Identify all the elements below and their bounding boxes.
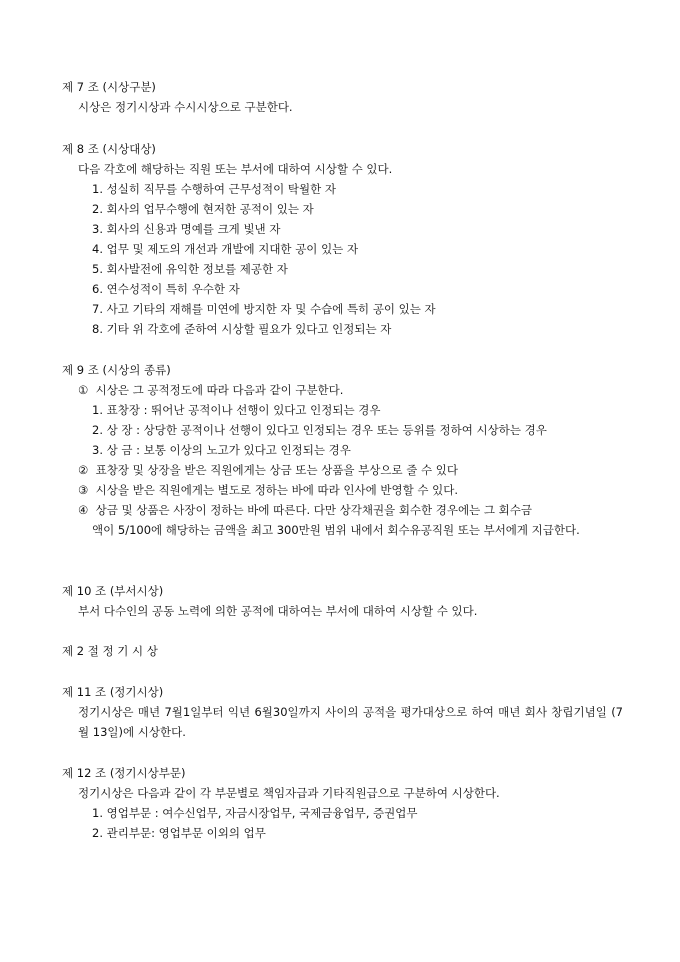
article-7-heading: 제 7 조 (시상구분): [62, 80, 156, 94]
article-8-item-4: 4. 업무 및 제도의 개선과 개발에 지대한 공이 있는 자: [92, 242, 359, 256]
article-9-paragraph-4: [78, 502, 532, 518]
article-9-paragraph-1: [78, 382, 343, 398]
article-9-paragraph-2: [78, 462, 458, 478]
article-9-sub-1: 1. 표창장 : 뛰어난 공적이나 선행이 있다고 인정되는 경우: [92, 403, 381, 417]
article-8-heading: 제 8 조 (시상대상): [62, 142, 156, 156]
article-8-item-1: 1. 성실히 직무를 수행하여 근무성적이 탁월한 자: [92, 182, 336, 196]
paragraph-text: 시상을 받은 직원에게는 별도로 정하는 바에 따라 인사에 반영할 수 있다.: [95, 483, 459, 497]
article-12-item-1: 1. 영업부문 : 여수신업무, 자금시장업무, 국제금융업무, 증권업무: [92, 806, 418, 820]
article-8-item-5: 5. 회사발전에 유익한 정보를 제공한 자: [92, 262, 288, 276]
section-2-heading: 제 2 절 정 기 시 상: [62, 644, 158, 658]
paragraph-marker: ③: [78, 483, 89, 497]
article-8-item-3: 3. 회사의 신용과 명예를 크게 빛낸 자: [92, 222, 281, 236]
paragraph-marker: ④: [78, 503, 89, 517]
article-10-heading: 제 10 조 (부서시상): [62, 584, 164, 598]
article-9-heading: 제 9 조 (시상의 종류): [62, 363, 171, 377]
article-8-item-6: 6. 연수성적이 특히 우수한 자: [92, 282, 240, 296]
paragraph-text: 상금 및 상품은 사장이 정하는 바에 따른다. 다만 상각채권을 회수한 경우에는 그 회수금: [95, 503, 532, 517]
article-9-sub-3: 3. 상 금 : 보통 이상의 노고가 있다고 인정되는 경우: [92, 443, 351, 457]
paragraph-text: 표창장 및 상장을 받은 직원에게는 상금 또는 상품을 부상으로 줄 수 있다: [95, 463, 459, 477]
article-8-item-2: 2. 회사의 업무수행에 현저한 공적이 있는 자: [92, 202, 314, 216]
paragraph-marker: ①: [78, 383, 89, 397]
article-9-paragraph-4-continued: 액이 5/100에 해당하는 금액을 최고 300만원 범위 내에서 회수유공직원 또는 부서에게 지급한다.: [92, 523, 580, 537]
article-12-heading: 제 12 조 (정기시상부문): [62, 766, 186, 780]
article-8-intro: 다음 각호에 해당하는 직원 또는 부서에 대하여 시상할 수 있다.: [78, 162, 393, 176]
article-8-item-7: 7. 사고 기타의 재해를 미연에 방지한 자 및 수습에 특히 공이 있는 자: [92, 302, 436, 316]
paragraph-text: 시상은 그 공적정도에 따라 다음과 같이 구분한다.: [95, 383, 344, 397]
article-12-item-2: 2. 관리부문: 영업부문 이외의 업무: [92, 826, 266, 840]
article-9-paragraph-3: [78, 482, 458, 498]
article-11-heading: 제 11 조 (정기시상): [62, 685, 164, 699]
article-10-body: 부서 다수인의 공동 노력에 의한 공적에 대하여는 부서에 대하여 시상할 수 있다.: [78, 604, 478, 618]
article-11-body: 정기시상은 매년 7월1일부터 익년 6월30일까지 사이의 공적을 평가대상으로 하여 매년 회사 창립기념일 (7월 13일)에 시상한다.: [78, 705, 623, 739]
article-9-sub-2: 2. 상 장 : 상당한 공적이나 선행이 있다고 인정되는 경우 또는 등위를 정하여 시상하는 경우: [92, 423, 547, 437]
article-7-body: 시상은 정기시상과 수시시상으로 구분한다.: [78, 100, 293, 114]
article-12-intro: 정기시상은 다음과 같이 각 부문별로 책임자급과 기타직원급으로 구분하여 시상한다.: [78, 786, 500, 800]
paragraph-marker: ②: [78, 463, 89, 477]
article-8-item-8: 8. 기타 위 각호에 준하여 시상할 필요가 있다고 인정되는 자: [92, 322, 392, 336]
